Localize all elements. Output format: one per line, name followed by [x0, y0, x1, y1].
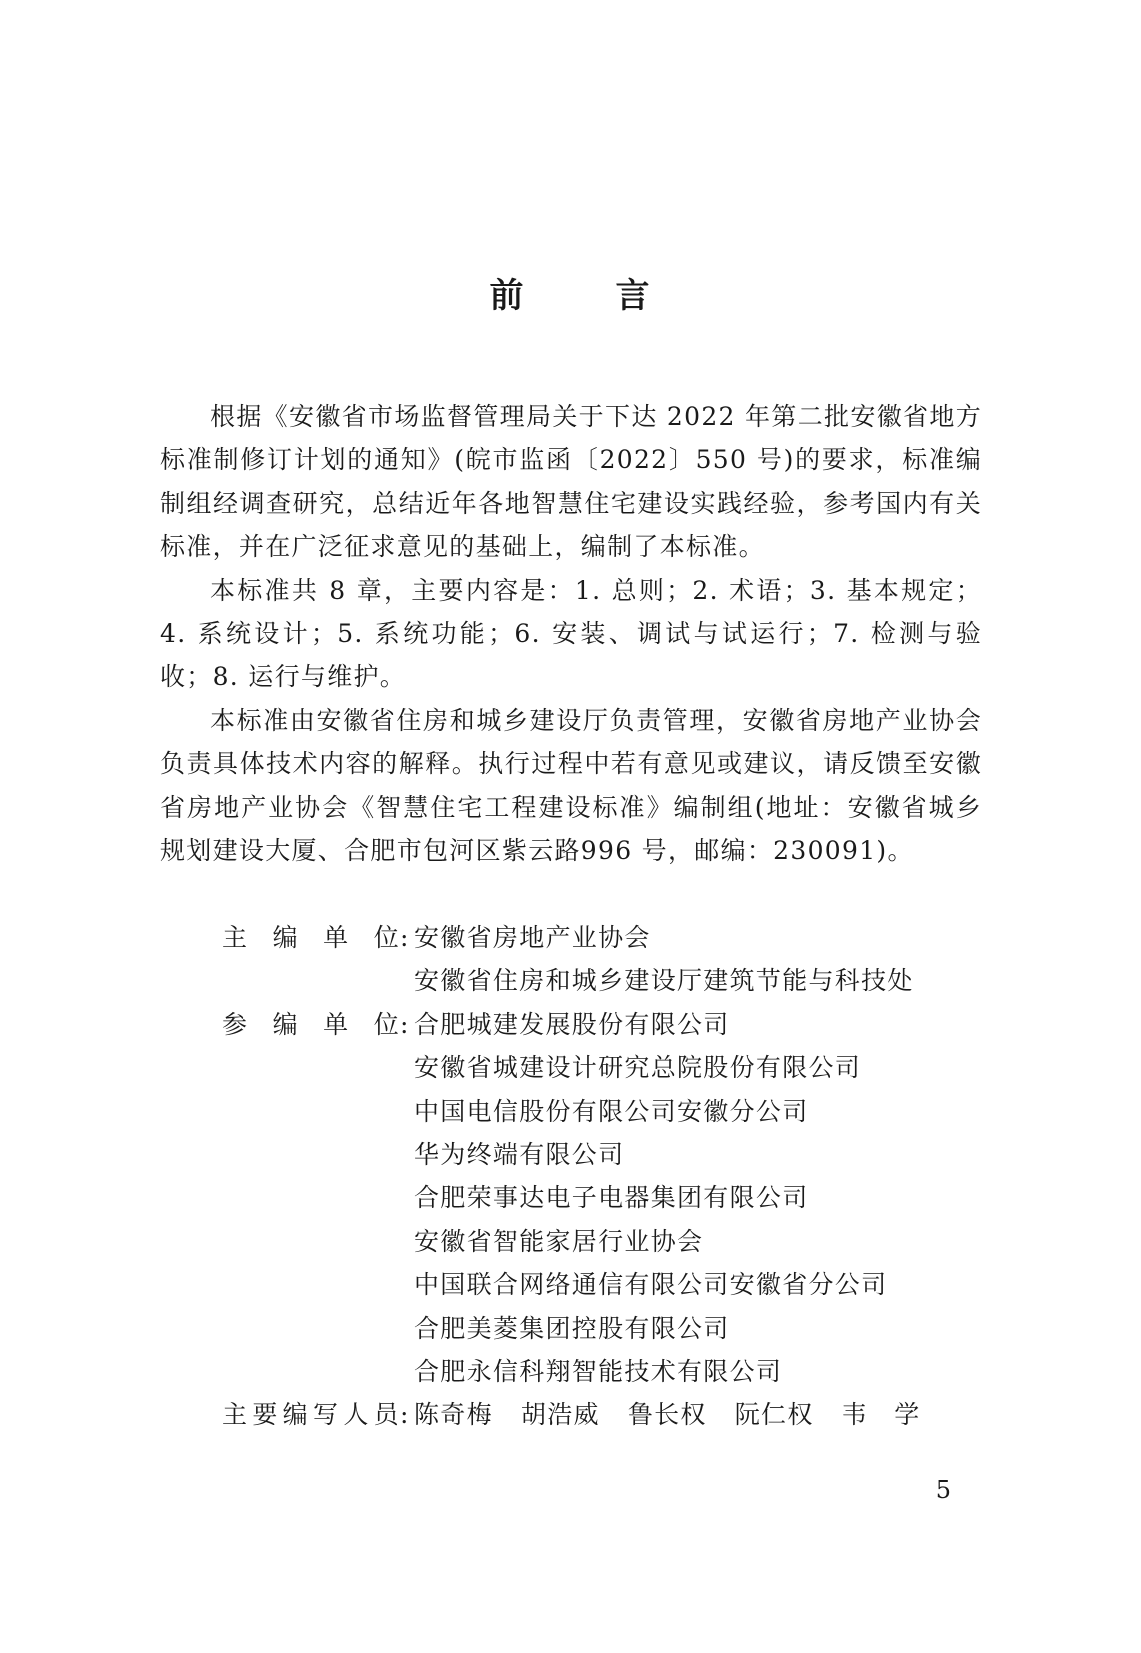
authors-list [414, 1393, 921, 1436]
paragraph-management: 本标准由安徽省住房和城乡建设厅负责管理，安徽省房地产业协会负责具体技术内容的解释。执行过程中若有意见或建议，请反馈至安徽省房地产业协会《智慧住宅工程建设标准》编制组(地址：安徽省城乡规划建设大厦、合肥市包河区紫云路996 号，邮编：230091)。 [160, 705, 982, 866]
participating-units-row [222, 1003, 982, 1394]
title-char-2: 言 [615, 276, 652, 316]
author-name: 胡浩威 [520, 1400, 600, 1430]
authors-row [222, 1393, 982, 1436]
authors-colon: : [400, 1400, 410, 1430]
paragraph-basis: 根据《安徽省市场监督管理局关于下达 2022 年第二批安徽省地方标准制修订计划的通知》(皖市监函〔2022〕550 号)的要求，标准编制组经调查研究，总结近年各地智慧住宅建设实践经验，参考国内有关标准，并在广泛征求意见的基础上，编制了本标准。 [160, 402, 982, 562]
author-name: 阮仁权 [734, 1400, 814, 1430]
participating-units-list [414, 1003, 887, 1394]
list-item: 安徽省房地产业协会 [414, 923, 651, 952]
page-title [0, 268, 1141, 317]
chief-units-list [414, 916, 914, 1003]
list-item: 中国联合网络通信有限公司安徽省分公司 [414, 1270, 888, 1300]
list-item: 合肥荣事达电子电器集团有限公司 [414, 1183, 809, 1213]
list-item: 安徽省住房和城乡建设厅建筑节能与科技处 [414, 966, 914, 996]
list-item: 合肥永信科翔智能技术有限公司 [414, 1357, 783, 1387]
chief-units-label: 主 编 单 位 [222, 923, 400, 952]
author-name: 陈奇梅 [414, 1400, 493, 1430]
credits-section [222, 916, 982, 1437]
list-item: 合肥美菱集团控股有限公司 [414, 1313, 730, 1343]
preface-body [160, 395, 982, 872]
chief-units-colon: : [400, 923, 410, 952]
chief-units-row [222, 916, 982, 1003]
list-item: 合肥城建发展股份有限公司 [414, 1009, 730, 1039]
participating-units-label: 参 编 单 位 [222, 1009, 400, 1039]
authors-label: 主 要 编 写 人 员 [222, 1400, 400, 1430]
title-char-1: 前 [489, 276, 526, 316]
paragraph-contents: 本标准共 8 章，主要内容是：1. 总则；2. 术语；3. 基本规定；4. 系统设计；5. 系统功能；6. 安装、调试与试运行；7. 检测与验收；8. 运行与维护。 [160, 575, 982, 692]
list-item: 华为终端有限公司 [414, 1140, 625, 1170]
author-name: 韦 学 [841, 1400, 921, 1430]
list-item: 安徽省智能家居行业协会 [414, 1226, 704, 1256]
list-item: 中国电信股份有限公司安徽分公司 [414, 1096, 809, 1126]
author-name: 鲁长权 [627, 1400, 707, 1430]
page-number: 5 [935, 1476, 951, 1504]
participating-units-colon: : [400, 1009, 410, 1039]
list-item: 安徽省城建设计研究总院股份有限公司 [414, 1053, 862, 1083]
